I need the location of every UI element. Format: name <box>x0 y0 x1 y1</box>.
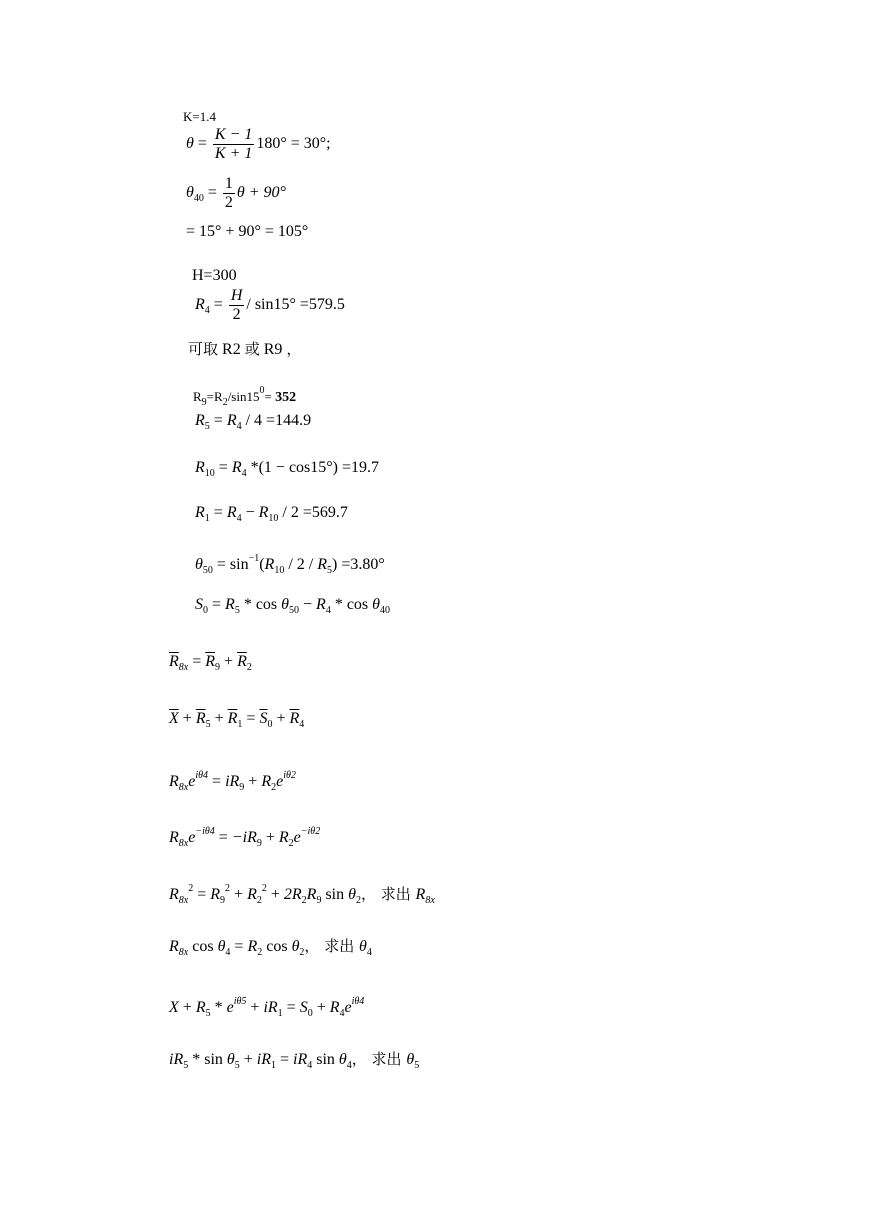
s0-subscript: 0 <box>267 719 273 730</box>
r9-vector: $\overline{R}$ <box>205 653 216 670</box>
x-vector: $\overline{X}$ <box>169 710 179 727</box>
r5-subscript: 5 <box>205 1008 211 1019</box>
theta-fraction-numerator: K − 1 <box>214 126 253 143</box>
r8x-subscript: 8x <box>178 662 189 673</box>
complex-equation-2: $R_{8x}e^{-i\theta 4} = -iR_9 + R_2e^{-i\theta 2}$ <box>169 826 321 849</box>
r1-symbol: R <box>195 504 205 521</box>
r2-subscript: 2 <box>246 662 252 673</box>
theta-symbol: θ <box>358 938 367 955</box>
r1-equation: $R_1 = R_4 - R_{10} / 2 =569.7$ <box>195 504 348 524</box>
sin-fn: sin <box>321 886 349 903</box>
exp-base: e <box>226 999 234 1016</box>
r10-equation: $R_{10} = R_4$ *(1 − cos15°) =19.7 <box>195 459 380 479</box>
r1-result: / 2 =569.7 <box>278 504 348 521</box>
r8x-subscript: 8x <box>178 895 189 906</box>
cos-fn: cos <box>188 938 218 955</box>
solve-for-text: ， 求出 <box>360 885 416 903</box>
cos-fn: cos <box>262 938 292 955</box>
divide-terms: / 2 / <box>284 556 318 573</box>
vector-loop-equation: $\overline{X} + \overline{R}_5 + \overline{R}_1 = \overline{S}_0 + \overline{R}_4$ <box>169 710 305 730</box>
theta2-subscript: 2 <box>355 895 361 906</box>
r2-subscript: 2 <box>288 838 294 849</box>
exp-base: e <box>293 829 301 846</box>
r5-symbol: R <box>195 999 206 1016</box>
two-r2: 2R <box>283 886 302 903</box>
r4-ref: R <box>226 412 237 429</box>
theta40-equation <box>186 175 286 212</box>
ir5-term: iR <box>169 1051 184 1068</box>
note-r9: R9 <box>259 341 287 358</box>
r9-equals: = <box>264 389 276 404</box>
r2-subscript: 2 <box>301 895 307 906</box>
degree-superscript: 0 <box>259 385 265 396</box>
r10-symbol: R <box>195 459 205 476</box>
note-text-2: 或 <box>244 340 260 358</box>
theta50-ref: θ <box>281 596 289 613</box>
r4-ref: R <box>231 459 242 476</box>
r8x-symbol: R <box>415 886 426 903</box>
r5-ref-subscript: 5 <box>326 565 332 576</box>
h-numerator: H <box>230 287 243 304</box>
half-fraction <box>223 175 235 212</box>
r5-ref-subscript: 5 <box>234 605 240 616</box>
s0-symbol: S <box>299 999 308 1016</box>
theta40-rhs: θ + 90° <box>236 184 286 202</box>
r9-symbol: R <box>210 886 221 903</box>
k-value: K=1.4 <box>183 109 216 124</box>
r5-ref: R <box>225 596 235 613</box>
theta50-equation: $\theta_{50} = \sin^{-1}(R_{10} / 2 / R_5) =3.80^\circ$ <box>195 553 385 576</box>
r5-subscript: 5 <box>205 719 211 730</box>
theta-fraction <box>213 126 254 163</box>
theta5-equation: $iR_5 * \sin \theta_5 + iR_1 = iR_4$ $\sin \theta_4$， 求出 $\theta_5$ <box>169 1050 420 1071</box>
r1-vector: $\overline{R}$ <box>227 710 238 727</box>
r8x-symbol: R <box>169 773 179 790</box>
r9-subscript: 9 <box>239 782 245 793</box>
r4-subscript: 4 <box>307 1060 313 1071</box>
ir4-term: iR <box>293 1051 308 1068</box>
theta4-subscript: 4 <box>366 947 372 958</box>
h-denominator: 2 <box>232 306 241 323</box>
theta4-subscript: 4 <box>346 1060 352 1071</box>
open-paren: ( <box>259 556 265 573</box>
s0-equation: $S_0 = R_5 * \cos \theta_{50} - R_4 * \cos \theta_{40}$ <box>195 596 390 616</box>
x-symbol: X <box>169 999 179 1016</box>
theta2-subscript: 2 <box>299 947 305 958</box>
theta-symbol: θ <box>217 938 226 955</box>
theta4-equation: $R_{8x}$ $\cos \theta_4 = R_2$ $\cos \theta_2$， 求出 $\theta_4$ <box>169 937 372 958</box>
r9-value: 352 <box>275 390 297 405</box>
r9-symbol: R <box>306 886 317 903</box>
r5-equation: $R_5 = R_4 / 4 =144.9$ <box>195 412 312 432</box>
r10-result: *(1 − cos15°) =19.7 <box>246 459 380 476</box>
r9-subscript: 9 <box>256 838 262 849</box>
squared: 2 <box>225 883 231 894</box>
exp-theta2: iθ2 <box>283 770 296 781</box>
r5-subscript: 5 <box>204 421 210 432</box>
r9-subscript: 9 <box>201 397 207 408</box>
ir1-term: iR <box>256 1051 271 1068</box>
theta5-subscript: 5 <box>234 1060 240 1071</box>
inverse-superscript: −1 <box>248 553 260 564</box>
neg-ir9-term: −iR <box>231 829 257 846</box>
theta40-ref: θ <box>372 596 380 613</box>
r2-subscript: 2 <box>222 397 228 408</box>
note-comma: ， <box>286 340 302 358</box>
complex-loop-equation: $X + R_5 * e^{i\theta 5} + iR_1 = S_0 + R_4e^{i\theta 4}$ <box>169 996 365 1019</box>
r2-subscript: 2 <box>271 782 277 793</box>
exp-theta5: iθ5 <box>233 996 247 1007</box>
ir9-term: iR <box>225 773 240 790</box>
note-text-1: 可取 <box>188 340 219 358</box>
theta-result: 180° = 30°; <box>256 135 331 153</box>
r4-ref: R <box>226 504 237 521</box>
r10-ref: R <box>258 504 269 521</box>
r5-vector: $\overline{R}$ <box>195 710 206 727</box>
r8x-squared-equation: $R_{8x}^2 = R_9^2 + R_2^2 + 2R_2R_9$ $\sin \theta_2$， 求出 $R_{8x}$ <box>169 883 435 906</box>
r4-result: / sin15° =579.5 <box>246 296 345 314</box>
solve-for-text: ， 求出 <box>304 937 359 955</box>
theta50-result: ) =3.80° <box>331 556 385 573</box>
exp-base: e <box>344 999 352 1016</box>
r9-equation <box>193 381 296 413</box>
r2-symbol: R <box>278 829 289 846</box>
theta40-symbol: θ <box>186 184 194 202</box>
r1-subscript: 1 <box>277 1008 283 1019</box>
r4-ref-subscript: 4 <box>236 421 242 432</box>
r1-subscript: 1 <box>204 513 210 524</box>
theta-fraction-denominator: K + 1 <box>214 145 253 162</box>
r10-subscript: 10 <box>204 468 215 479</box>
solve-for-text: ， 求出 <box>351 1050 407 1068</box>
complex-equation-1: $R_{8x}e^{i\theta 4} = iR_9 + R_2e^{i\theta 2}$ <box>169 770 296 793</box>
r5-symbol: R <box>195 412 205 429</box>
r4-ref: R <box>316 596 326 613</box>
theta-symbol: θ <box>291 938 300 955</box>
s0-symbol: S <box>195 596 203 613</box>
exp-neg-theta2: −iθ2 <box>300 826 321 837</box>
note-r2: R2 <box>218 341 245 358</box>
r8x-symbol: R <box>169 829 179 846</box>
exp-neg-theta4: −iθ4 <box>195 826 215 837</box>
theta-equation: θ = $\frac{K - 1}{K + 1}$ 180° = 30°; <box>186 126 331 162</box>
theta5-subscript: 5 <box>414 1060 420 1071</box>
h-value: H=300 <box>192 267 237 284</box>
r9-sin: /sin15 <box>227 389 260 404</box>
r8x-subscript: 8x <box>178 838 189 849</box>
choice-note <box>188 339 301 360</box>
times: * <box>210 999 227 1016</box>
r8x-subscript: 8x <box>178 947 189 958</box>
h-half-fraction <box>229 287 245 324</box>
theta50-subscript: 50 <box>202 565 213 576</box>
squared: 2 <box>261 883 267 894</box>
r4-symbol: R <box>329 999 340 1016</box>
r5-ref: R <box>317 556 327 573</box>
half-numerator: 1 <box>224 175 233 192</box>
r9-subscript: 9 <box>316 895 322 906</box>
r2-vector: $\overline{R}$ <box>237 653 247 670</box>
exp-base: e <box>188 829 196 846</box>
theta50-symbol: θ <box>195 556 203 573</box>
squared: 2 <box>188 883 194 894</box>
r4-subscript: 4 <box>204 305 210 317</box>
r4-vector: $\overline{R}$ <box>289 710 300 727</box>
exp-base: e <box>276 773 284 790</box>
r2-subscript: 2 <box>256 895 262 906</box>
s0-subscript: 0 <box>203 605 208 616</box>
r2-symbol: R <box>247 886 257 903</box>
vector-r8x-equation: $\overline{R}_{8x} = \overline{R}_9 + \overline{R}_2$ <box>169 653 252 673</box>
r4-ref-subscript: 4 <box>325 605 331 616</box>
times-sin: * sin <box>188 1051 227 1068</box>
r2-symbol: R <box>261 773 272 790</box>
r2-symbol: R <box>247 938 258 955</box>
times-cos: * cos <box>330 596 373 613</box>
theta40-ref-subscript: 40 <box>380 605 390 616</box>
s0-vector: $\overline{S}$ <box>259 710 268 727</box>
r8x-symbol: R <box>169 938 179 955</box>
exp-theta4: iθ4 <box>195 770 209 781</box>
r8x-vector: $\overline{R}$ <box>169 653 179 670</box>
r8x-subscript: 8x <box>178 782 189 793</box>
equals-sign: = <box>207 184 217 202</box>
r9-subscript: 9 <box>220 895 226 906</box>
r8x-subscript: 8x <box>425 895 435 906</box>
sin-fn: sin <box>312 1051 339 1068</box>
r4-equation: $R_4$ = $\frac{H}{2}$ / sin15° =579.5 <box>195 287 345 323</box>
s0-subscript: 0 <box>307 1008 313 1019</box>
r10-ref: R <box>264 556 275 573</box>
r9-equals-r2: =R <box>206 389 223 404</box>
r4-subscript: 4 <box>339 1008 345 1019</box>
r5-subscript: 5 <box>183 1060 189 1071</box>
theta-symbol: θ <box>226 1051 235 1068</box>
r4-ref-subscript: 4 <box>241 468 247 479</box>
ir1-term: iR <box>263 999 278 1016</box>
r4-ref-subscript: 4 <box>236 513 242 524</box>
r1-subscript: 1 <box>237 719 243 730</box>
r1-subscript: 1 <box>271 1060 276 1071</box>
r10-ref-subscript: 10 <box>274 565 285 576</box>
theta50-ref-subscript: 50 <box>289 605 299 616</box>
r5-result: / 4 =144.9 <box>241 412 312 429</box>
times-cos: * cos <box>239 596 282 613</box>
theta-symbol: θ <box>406 1051 415 1068</box>
theta-symbol: θ <box>348 886 356 903</box>
r2-subscript: 2 <box>257 947 263 958</box>
exp-theta4: iθ4 <box>351 996 365 1007</box>
r8x-symbol: R <box>169 886 179 903</box>
theta4-subscript: 4 <box>225 947 231 958</box>
r10-ref-subscript: 10 <box>268 513 279 524</box>
theta40-result: = 15° + 90° = 105° <box>186 223 309 240</box>
arcsin-fn: sin <box>229 556 249 573</box>
exp-base: e <box>188 773 196 790</box>
half-denominator: 2 <box>224 194 233 211</box>
r4-symbol: R <box>195 296 205 314</box>
r9-subscript: 9 <box>215 662 221 673</box>
theta-symbol: θ <box>186 135 194 153</box>
theta-symbol: θ <box>338 1051 347 1068</box>
r4-subscript: 4 <box>299 719 305 730</box>
r9-symbol: R <box>193 389 202 404</box>
theta40-subscript: 40 <box>193 193 204 205</box>
